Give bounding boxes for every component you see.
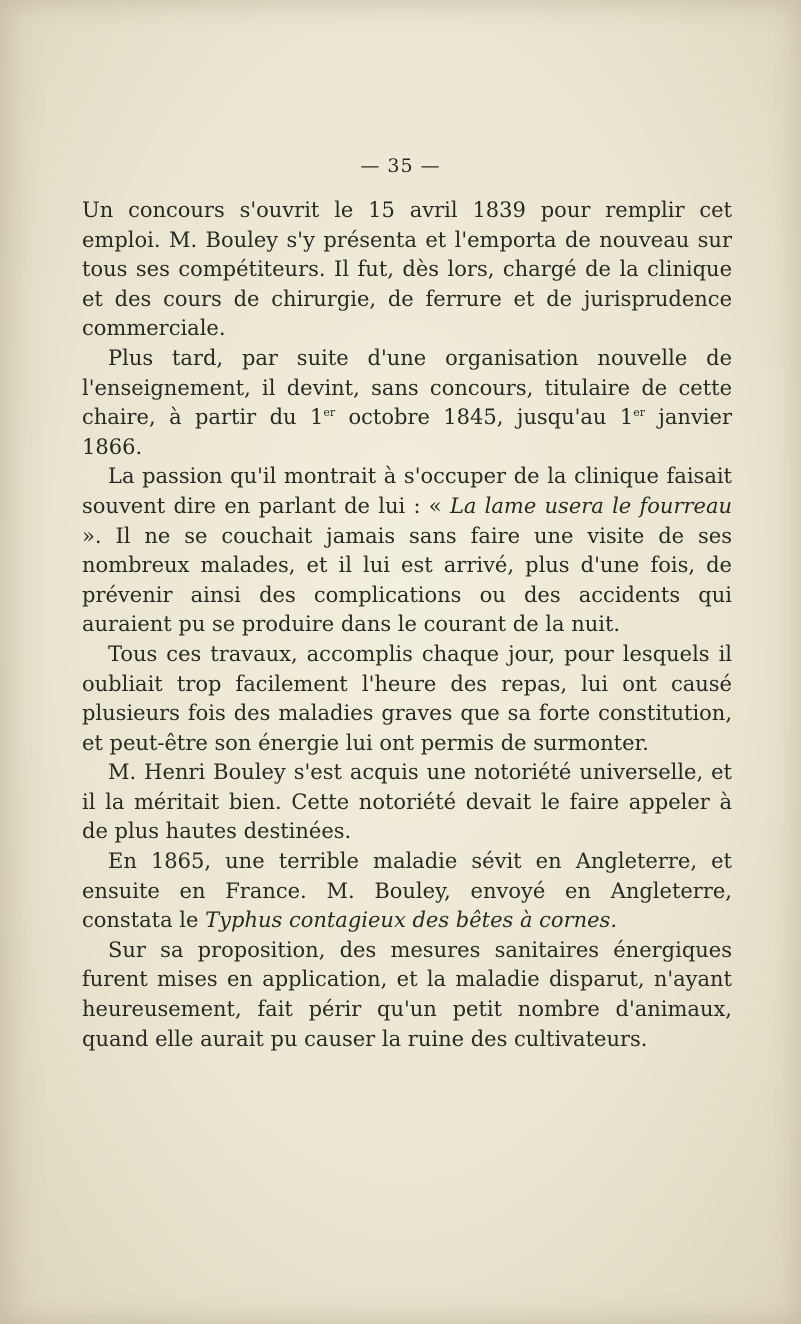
- body-text: [82, 196, 732, 1054]
- text-run: janvier 1866.: [82, 405, 732, 459]
- paragraph-5: [82, 758, 732, 847]
- paragraph-2: [82, 344, 732, 462]
- text-run: Tous ces travaux, accomplis chaque jour, pour lesquels il oubliait trop facilement l'heure des repas, lui ont causé plusieurs fois des maladies graves que sa forte constitution, et peut-être son énergie lui ont permis de surmonter.: [82, 641, 732, 755]
- paragraph-4: [82, 640, 732, 758]
- page-number: — 35 —: [360, 155, 441, 177]
- paragraph-3: [82, 462, 732, 640]
- text-run: Plus tard, par suite d'une organisation nouvelle de l'enseignement, il devint, sans concours, titulaire de cette chaire, à partir du 1: [82, 345, 732, 430]
- paragraph-6: [82, 847, 732, 936]
- text-run: En 1865, une terrible maladie sévit en Angleterre, et ensuite en France. M. Bouley, envoyé en Angleterre, constata le: [82, 849, 732, 933]
- paragraph-1: [82, 196, 732, 344]
- superscript: er: [633, 406, 645, 420]
- text-run: octobre 1845, jusqu'au 1: [335, 405, 634, 430]
- paragraph-7: [82, 936, 732, 1054]
- superscript: er: [323, 406, 336, 420]
- text-run: La passion qu'il montrait à s'occuper de la clinique faisait souvent dire en parlant de lui : «: [82, 464, 732, 518]
- text-run: ». Il ne se couchait jamais sans faire une visite de ses nombreux malades, et il lui est arrivé, plus d'une fois, de prévenir ainsi des complications ou des accidents qui auraient pu se produire dans le courant de la nuit.: [82, 523, 732, 637]
- italic-quote: La lame usera le fourreau: [449, 493, 732, 518]
- italic-title: Typhus contagieux des bêtes à cornes.: [205, 908, 618, 933]
- text-run: Un concours s'ouvrit le 15 avril 1839 pour remplir cet emploi. M. Bouley s'y présenta et l'emporta de nouveau sur tous ses compétiteurs. Il fut, dès lors, chargé de la clinique et des cours de chirurgie, de ferrure et de jurisprudence commerciale.: [82, 198, 732, 341]
- text-run: Sur sa proposition, des mesures sanitaires énergiques furent mises en application, et la maladie disparut, n'ayant heureusement, fait périr qu'un petit nombre d'animaux, quand elle aurait pu causer la ruine des cultivateurs.: [82, 937, 732, 1051]
- text-run: M. Henri Bouley s'est acquis une notoriété universelle, et il la méritait bien. Cette notoriété devait le faire appeler à de plus hautes destinées.: [82, 760, 732, 844]
